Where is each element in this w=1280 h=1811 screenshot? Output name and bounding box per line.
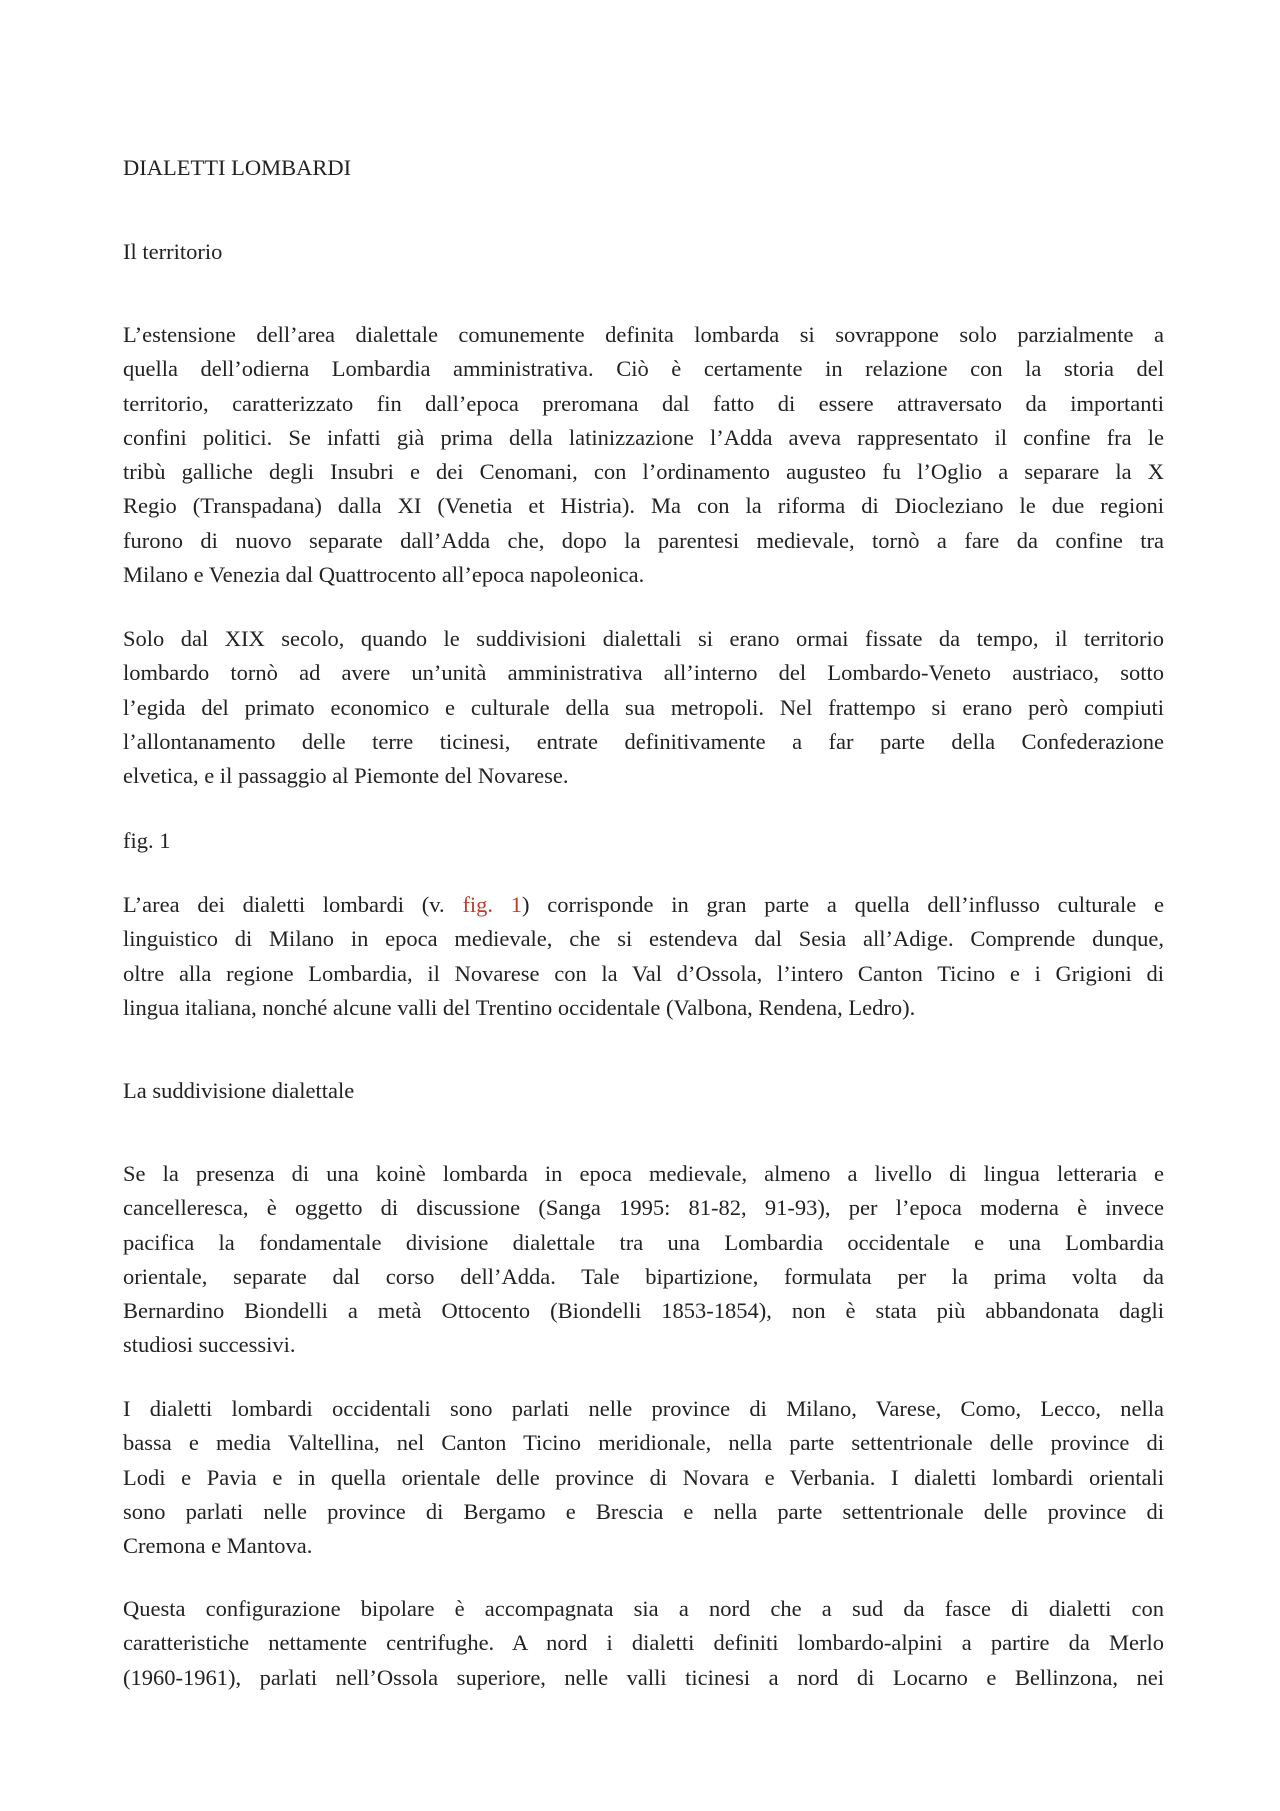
text-line: Lodi e Pavia e in quella orientale delle province di Novara e Verbania. I dialetti lombardi orientali xyxy=(123,1464,1164,1490)
text-line: studiosi successivi. xyxy=(123,1332,296,1358)
text-line: I dialetti lombardi occidentali sono parlati nelle province di Milano, Varese, Como, Lecco, nella xyxy=(123,1396,1164,1421)
text-line: (1960-1961), parlati nell’Ossola superiore, nelle valli ticinesi a nord di Locarno e Bellinzona, nei xyxy=(123,1664,1164,1690)
paragraph-suddivisione-3 xyxy=(123,1592,1164,1695)
text-line: l’allontanamento delle terre ticinesi, entrate definitivamente a far parte della Confederazione xyxy=(123,728,1164,754)
text-line: Bernardino Biondelli a metà Ottocento (Biondelli 1853-1854), non è stata più abbandonata dagli xyxy=(123,1298,1164,1324)
text-run: ) corrisponde in gran parte a quella dell’influsso culturale e xyxy=(522,892,1164,917)
text-line: Se la presenza di una koinè lombarda in epoca medievale, almeno a livello di lingua letteraria e xyxy=(123,1161,1164,1186)
text-line: tribù galliche degli Insubri e dei Cenomani, con l’ordinamento augusteo fu l’Oglio a separare la X xyxy=(123,459,1164,485)
document-title: DIALETTI LOMBARDI xyxy=(123,155,352,180)
text-line: sono parlati nelle province di Bergamo e Brescia e nella parte settentrionale delle province di xyxy=(123,1498,1164,1524)
text-line: Regio (Transpadana) dalla XI (Venetia et Histria). Ma con la riforma di Diocleziano le due regioni xyxy=(123,493,1164,519)
text-line: Cremona e Mantova. xyxy=(123,1533,313,1559)
text-line: lingua italiana, nonché alcune valli del Trentino occidentale (Valbona, Rendena, Ledro). xyxy=(123,994,916,1020)
text-line: l’egida del primato economico e culturale della sua metropoli. Nel frattempo si erano però compiuti xyxy=(123,694,1164,720)
text-line: quella dell’odierna Lombardia amministrativa. Ciò è certamente in relazione con la storia del xyxy=(123,356,1164,382)
text-line xyxy=(123,888,1164,922)
text-line: Milano e Venezia dal Quattrocento all’epoca napoleonica. xyxy=(123,562,645,588)
text-run: L’area dei dialetti lombardi (v. xyxy=(123,892,463,917)
text-line: confini politici. Se infatti già prima della latinizzazione l’Adda aveva rappresentato il confine fra le xyxy=(123,424,1164,450)
text-line: territorio, caratterizzato fin dall’epoca preromana dal fatto di essere attraversato da importanti xyxy=(123,390,1164,416)
paragraph-territorio-1 xyxy=(123,318,1164,592)
text-line: furono di nuovo separate dall’Adda che, dopo la parentesi medievale, tornò a fare da confine tra xyxy=(123,527,1164,553)
text-line: Questa configurazione bipolare è accompagnata sia a nord che a sud da fasce di dialetti con xyxy=(123,1596,1164,1621)
text-line: Solo dal XIX secolo, quando le suddivisioni dialettali si erano ormai fissate da tempo, il territorio xyxy=(123,626,1164,651)
text-line: bassa e media Valtellina, nel Canton Ticino meridionale, nella parte settentrionale delle province di xyxy=(123,1430,1164,1456)
paragraph-suddivisione-1 xyxy=(123,1157,1164,1363)
text-line: linguistico di Milano in epoca medievale, che si estendeva dal Sesia all’Adige. Comprende dunque, xyxy=(123,926,1164,952)
section-heading-territorio: Il territorio xyxy=(123,239,223,264)
text-line: pacifica la fondamentale divisione dialettale tra una Lombardia occidentale e una Lombardia xyxy=(123,1229,1164,1255)
text-line: lombardo tornò ad avere un’unità amministrativa all’interno del Lombardo-Veneto austriaco, sotto xyxy=(123,660,1164,686)
text-line: L’estensione dell’area dialettale comunemente definita lombarda si sovrappone solo parzialmente a xyxy=(123,322,1164,347)
paragraph-territorio-3 xyxy=(123,888,1164,1025)
text-line: orientale, separate dal corso dell’Adda. Tale bipartizione, formulata per la prima volta da xyxy=(123,1263,1164,1289)
figure-caption: fig. 1 xyxy=(123,828,171,853)
text-line: cancelleresca, è oggetto di discussione (Sanga 1995: 81-82, 91-93), per l’epoca moderna è invece xyxy=(123,1195,1164,1221)
text-line: caratteristiche nettamente centrifughe. A nord i dialetti definiti lombardo-alpini a partire da Merlo xyxy=(123,1630,1164,1656)
section-heading-suddivisione: La suddivisione dialettale xyxy=(123,1078,355,1103)
paragraph-suddivisione-2 xyxy=(123,1392,1164,1563)
text-line: elvetica, e il passaggio al Piemonte del Novarese. xyxy=(123,763,569,789)
figure-link[interactable]: fig. 1 xyxy=(462,892,523,917)
paragraph-territorio-2 xyxy=(123,622,1164,793)
text-line: oltre alla regione Lombardia, il Novarese con la Val d’Ossola, l’intero Canton Ticino e i Grigioni di xyxy=(123,960,1164,986)
